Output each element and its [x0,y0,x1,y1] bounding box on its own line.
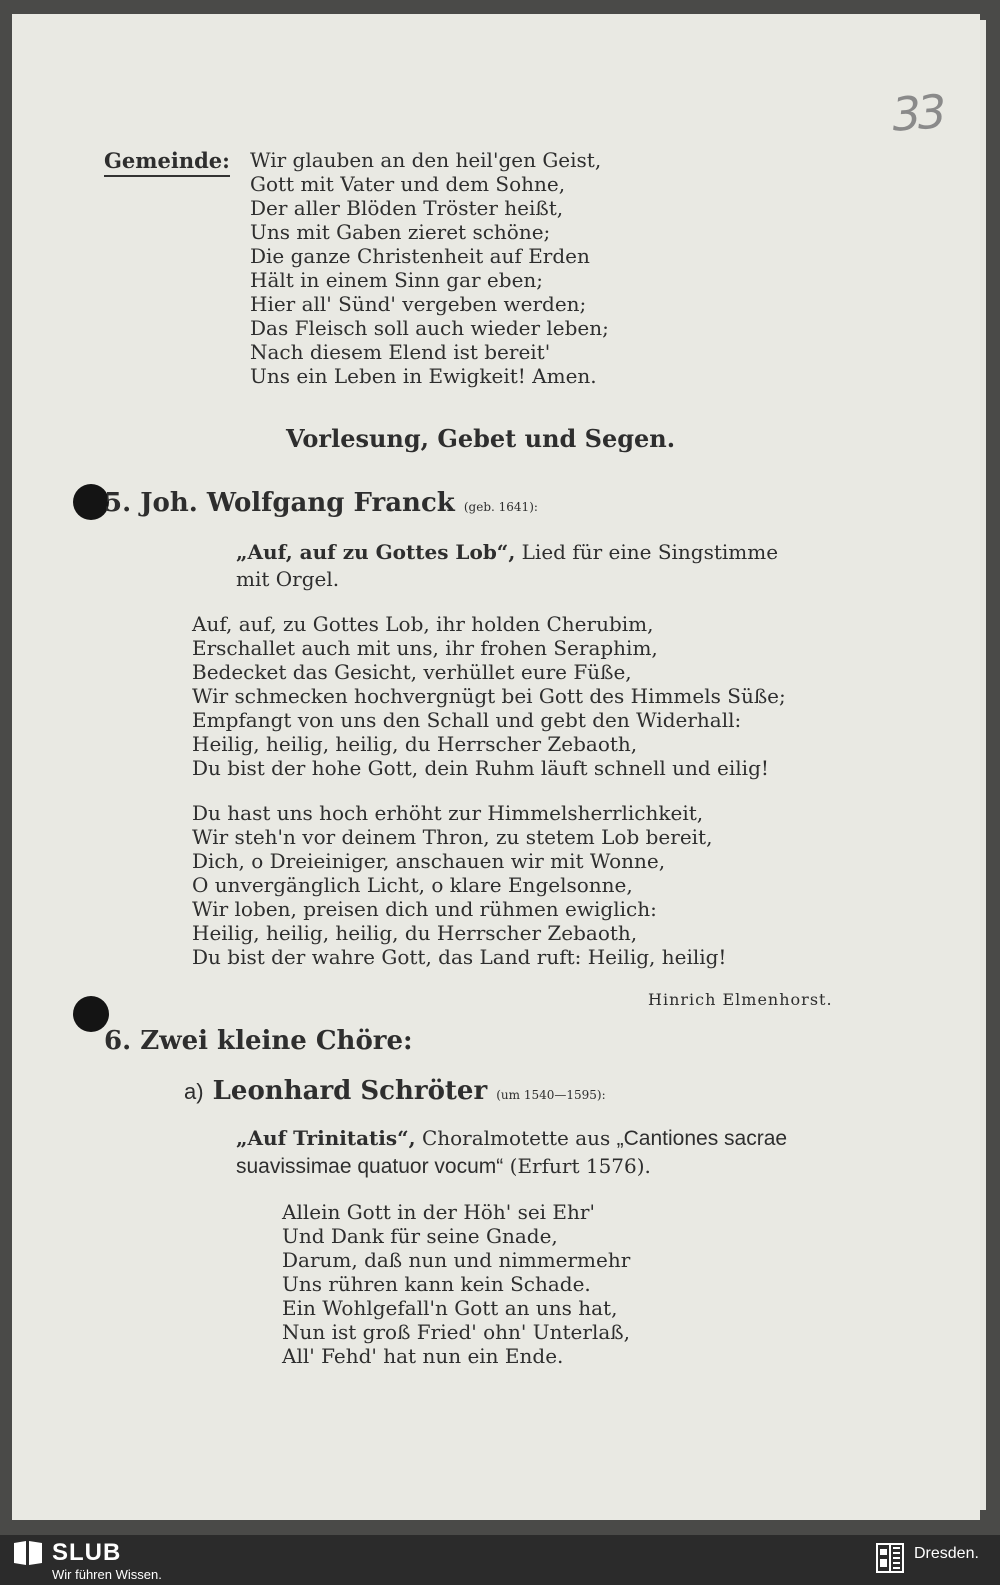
slub-tagline: Wir führen Wissen. [52,1567,162,1582]
verse-line: Ein Wohlgefall'n Gott an uns hat, [282,1296,618,1320]
verse-line: Allein Gott in der Höh' sei Ehr' [282,1200,595,1224]
item5-heading [104,488,538,518]
composer-name: Joh. Wolfgang Franck [140,488,455,518]
composer-dates: (geb. 1641): [463,500,538,514]
slub-brand[interactable]: SLUB [52,1539,122,1566]
composer-dates: (um 1540—1595): [496,1088,606,1102]
verse-line: Nun ist groß Fried' ohn' Unterlaß, [282,1320,630,1344]
verse-line: Die ganze Christenheit auf Erden [250,244,590,268]
dresden-crest-icon [876,1543,904,1577]
verse-line: Hält in einem Sinn gar eben; [250,268,544,292]
slub-book-icon[interactable] [12,1539,44,1571]
work-source: „Cantiones sacrae [616,1127,788,1150]
work-type: Lied für eine Singstimme [521,540,779,564]
verse-line: All' Fehd' hat nun ein Ende. [282,1344,564,1368]
verse-line: Wir glauben an den heil'gen Geist, [250,148,602,172]
verse-line: Heilig, heilig, heilig, du Herrscher Zebaoth, [192,921,638,945]
handwritten-page-number: 33 [890,84,945,142]
lyricist-credit: Hinrich Elmenhorst. [648,990,833,1009]
verse-line: Uns rühren kann kein Schade. [282,1272,591,1296]
item6-heading [104,1026,413,1056]
item6a-heading [184,1076,606,1106]
work-source-latin: suavissimae quatuor vocum“ [236,1155,504,1178]
verse-line: Bedecket das Gesicht, verhüllet eure Füße, [192,660,632,684]
composer-name: Leonhard Schröter [212,1076,488,1106]
verse-line: Wir loben, preisen dich und rühmen ewiglich: [192,897,657,921]
verse-line: Du hast uns hoch erhöht zur Himmelsherrlichkeit, [192,801,704,825]
work-description-cont: mit Orgel. [236,567,340,591]
work-description-cont [236,1154,651,1179]
work-description [236,1126,787,1151]
verse-line: Nach diesem Elend ist bereit' [250,340,551,364]
work-source-place: (Erfurt 1576). [509,1154,651,1178]
verse-line: Uns mit Gaben zieret schöne; [250,220,551,244]
item-number: 6. [104,1026,132,1056]
work-title: „Auf Trinitatis“, [236,1126,416,1150]
verse-line: Dich, o Dreieiniger, anschauen wir mit Wonne, [192,849,666,873]
reading-heading: Vorlesung, Gebet und Segen. [286,424,676,453]
document-page [12,14,980,1520]
verse-line: Auf, auf, zu Gottes Lob, ihr holden Cherubim, [192,612,654,636]
verse-line: Du bist der wahre Gott, das Land ruft: Heilig, heilig! [192,945,727,969]
work-description [236,540,778,564]
verse-line: Du bist der hohe Gott, dein Ruhm läuft schnell und eilig! [192,756,769,780]
congregation-label: Gemeinde: [104,148,230,177]
verse-line: Heilig, heilig, heilig, du Herrscher Zebaoth, [192,732,638,756]
verse-line: Gott mit Vater und dem Sohne, [250,172,566,196]
verse-line: O unvergänglich Licht, o klare Engelsonne, [192,873,633,897]
verse-line: Darum, daß nun und nimmermehr [282,1248,631,1272]
work-title: „Auf, auf zu Gottes Lob“, [236,540,516,564]
work-type: Choralmotette aus [421,1126,611,1150]
item-number: 5. [104,488,132,518]
dresden-wordmark[interactable]: Dresden. [914,1545,979,1562]
verse-line: Wir steh'n vor deinem Thron, zu stetem Lob bereit, [192,825,713,849]
verse-line: Erschallet auch mit uns, ihr frohen Seraphim, [192,636,658,660]
verse-line: Hier all' Sünd' vergeben werden; [250,292,587,316]
verse-line: Der aller Blöden Tröster heißt, [250,196,564,220]
item-title: Zwei kleine Chöre: [140,1026,413,1056]
sub-letter: a) [184,1079,204,1104]
verse-line: Uns ein Leben in Ewigkeit! Amen. [250,364,597,388]
verse-line: Empfangt von uns den Schall und gebt den Widerhall: [192,708,742,732]
viewer-footer [0,1535,1000,1585]
verse-line: Und Dank für seine Gnade, [282,1224,558,1248]
verse-line: Wir schmecken hochvergnügt bei Gott des Himmels Süße; [192,684,786,708]
verse-line: Das Fleisch soll auch wieder leben; [250,316,609,340]
